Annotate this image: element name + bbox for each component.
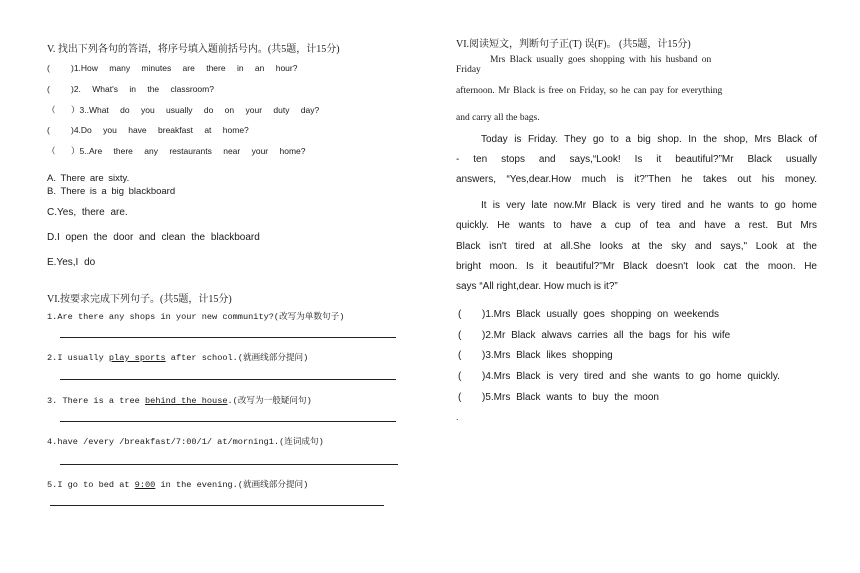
passage-p2-line-5: says “All right,dear. How much is it?” <box>456 281 618 292</box>
underlined-phrase: play sports <box>108 353 166 363</box>
answer-line-1[interactable] <box>60 337 396 338</box>
answer-line-5[interactable] <box>50 505 384 506</box>
passage-p2-line-3: Black isn't tired at all.She looks at the sky and says," Look at the <box>456 241 817 252</box>
statement-1: ( )1.Mrs Black usually goes shopping on weekends <box>458 309 720 320</box>
answer-line-2[interactable] <box>60 379 396 380</box>
passage-p1-line-2: - ten stops and says,“Look! Is it beautiful?”Mr Black usually <box>456 154 817 165</box>
statement-5: ( )5.Mrs Black wants to buy the moon <box>458 392 659 403</box>
intro-line-1-cont: Friday <box>456 65 481 75</box>
answer-line-3[interactable] <box>60 421 396 422</box>
section6-question-2: 2.I usually play sports after school.(就画线部分提问) <box>47 353 309 363</box>
section6-question-5: 5.I go to bed at 9:00 in the evening.(就画线部分提问) <box>47 480 309 490</box>
section5-option-d: D.I open the door and clean the blackboard <box>47 232 260 243</box>
section5-option-b: B. There is a big blackboard <box>47 186 176 197</box>
underlined-phrase: 9:00 <box>134 480 156 490</box>
intro-line-3: and carry all the bags. <box>456 113 540 123</box>
section5-question-5: （ ）5..Are there any restaurants near your home? <box>47 146 306 156</box>
intro-line-2: afternoon. Mr Black is free on Friday, so he can pay for everything <box>456 86 723 96</box>
end-mark: . <box>456 412 459 422</box>
underlined-phrase: behind the house <box>145 396 228 406</box>
section6-question-1: 1.Are there any shops in your new community?(改写为单数句子) <box>47 312 345 322</box>
section5-option-e: E.Yes,I do <box>47 257 96 268</box>
passage-p2-line-2: quickly. He wants to have a cup of tea and have a rest. But Mrs <box>456 220 817 231</box>
passage-p1-line-1: Today is Friday. They go to a big shop. In the shop, Mrs Black of <box>481 134 817 145</box>
section5-question-4: ( )4.Do you have breakfast at home? <box>47 125 249 135</box>
section5-option-c: C.Yes, there are. <box>47 207 128 218</box>
intro-line-1: Mrs Black usually goes shopping with his husband on <box>490 55 712 65</box>
section7-title: VI.阅读短文，判断句子正(T) 误(F)。 (共5题，计15分) <box>456 39 691 50</box>
section6-question-4: 4.have /every /breakfast/7:00/1/ at/morning1.(连词成句) <box>47 437 324 447</box>
section5-title: V. 找出下列各句的答语，将序号填入题前括号内。(共5题，计15分) <box>47 44 340 55</box>
answer-line-4[interactable] <box>60 464 398 465</box>
section6-title: VI.按要求完成下列句子。(共5题，计15分) <box>47 294 232 305</box>
passage-p1-line-3: answers, “Yes,dear.How much is it?”Then he takes out his money. <box>456 174 817 185</box>
statement-3: ( )3.Mrs Black likes shopping <box>458 350 613 361</box>
statement-4: ( )4.Mrs Black is very tired and she wants to go home quickly. <box>458 371 780 382</box>
section5-option-a: A. There are sixty. <box>47 173 130 184</box>
section5-question-2: ( )2. What's in the classroom? <box>47 84 214 94</box>
statement-2: ( )2.Mr Black alwavs carries all the bags for his wife <box>458 330 731 341</box>
section6-question-3: 3. There is a tree behind the house.(改写为一般疑问句) <box>47 396 312 406</box>
section5-question-3: （ ）3..What do you usually do on your duty day? <box>47 105 320 115</box>
section5-question-1: ( )1.How many minutes are there in an hour? <box>47 63 298 73</box>
passage-p2-line-1: It is very late now.Mr Black is very tired and he wants to go home <box>481 200 817 211</box>
passage-p2-line-4: bright moon. Is it beautiful?"Mr Black doesn't look cat the moon. He <box>456 261 817 272</box>
